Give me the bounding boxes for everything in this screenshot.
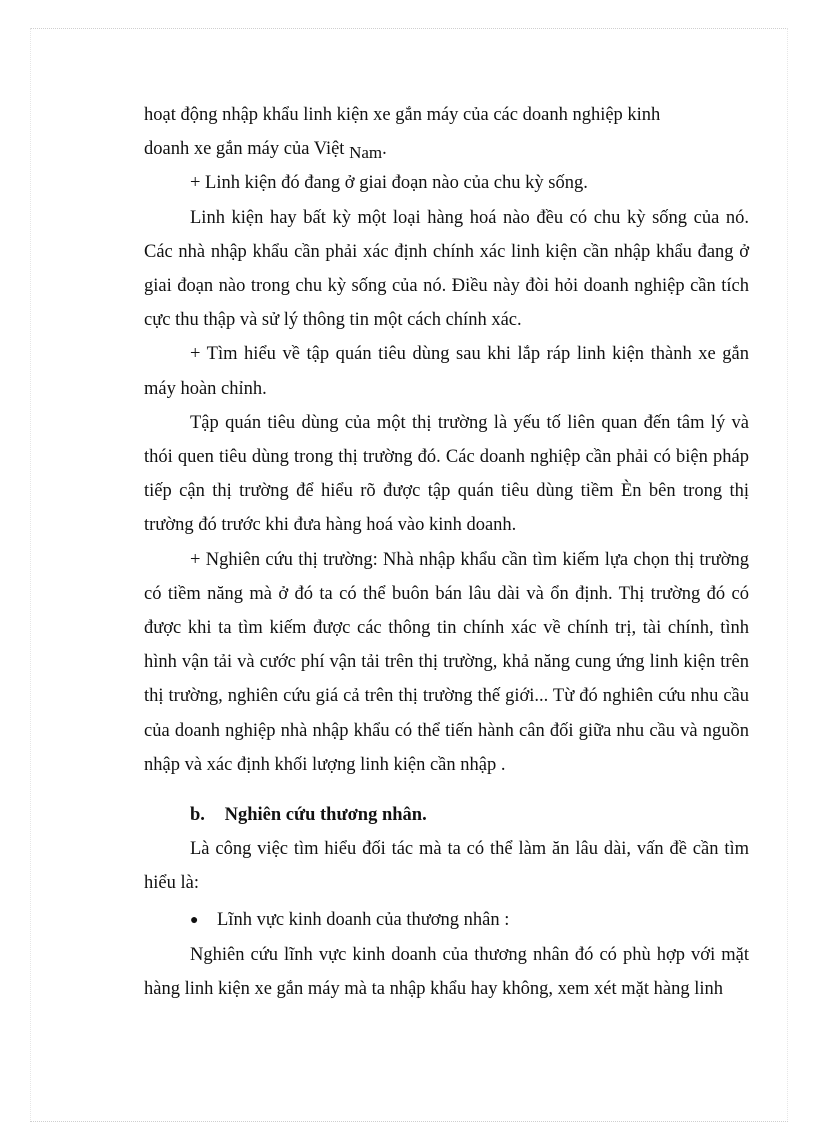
paragraph-consumption-point: + Tìm hiểu về tập quán tiêu dùng sau khi lắp ráp linh kiện thành xe gắn máy hoàn chỉnh.	[144, 344, 749, 399]
paragraph-business-field: Nghiên cứu lĩnh vực kinh doanh của thương nhân đó có phù hợp với mặt hàng linh kiện xe gắn máy mà ta nhập khẩu hay không, xem xét mặt hàng linh	[144, 944, 749, 1000]
bullet-icon: ●	[190, 912, 199, 928]
section-heading-text: Nghiên cứu thương nhân.	[224, 805, 427, 826]
section-heading-label: b.	[190, 805, 205, 826]
bullet-item-text: Lĩnh vực kinh doanh của thương nhân :	[217, 909, 510, 930]
section-heading	[144, 798, 749, 832]
paragraph-market-research: + Nghiên cứu thị trường: Nhà nhập khẩu cần tìm kiếm lựa chọn thị trường có tiềm năng mà ở đó ta có thể buôn bán lâu dài và ổn định. Thị trường đó có được khi ta tìm kiếm được các thông tin chính xác về chính trị, tài chính, tình hình vận tải và cước phí vận tải trên thị trường, khả năng cung ứng linh kiện trên thị trường, nghiên cứu giá cả trên thị trường thế giới... Từ đó nghiên cứu nhu cầu của doanh nghiệp nhà nhập khẩu có thể tiến hành cân đối giữa nhu cầu và nguồn nhập và xác định khối lượng linh kiện cần nhập .	[144, 549, 749, 775]
paragraph-partner-intro: Là công việc tìm hiểu đối tác mà ta có thể làm ăn lâu dài, vấn đề cần tìm hiểu là:	[144, 839, 749, 894]
document-body	[144, 98, 749, 1006]
paragraph-continuation	[144, 98, 749, 166]
country-word: Nam	[349, 143, 383, 163]
continuation-line-1: hoạt động nhập khẩu linh kiện xe gắn máy của các doanh nghiệp kinh	[144, 105, 661, 125]
bullet-item	[144, 903, 749, 938]
paragraph-lifecycle-detail: Linh kiện hay bất kỳ một loại hàng hoá nào đều có chu kỳ sống của nó. Các nhà nhập khẩu cần phải xác định chính xác linh kiện cần nhập khẩu đang ở giai đoạn nào trong chu kỳ sống của nó. Điều này đòi hỏi doanh nghiệp cần tích cực thu thập và sử lý thông tin một cách chính xác.	[144, 207, 749, 331]
paragraph-lifecycle-point: + Linh kiện đó đang ở giai đoạn nào của chu kỳ sống.	[190, 173, 588, 194]
period: .	[382, 139, 387, 160]
continuation-line-2: doanh xe gắn máy của Việt	[144, 139, 350, 160]
paragraph-consumption-detail: Tập quán tiêu dùng của một thị trường là yếu tố liên quan đến tâm lý và thói quen tiêu dùng trong thị trường đó. Các doanh nghiệp cần phải có biện pháp tiếp cận thị trường để hiểu rõ được tập quán tiêu dùng tiềm Èn bên trong thị trường đó trước khi đưa hàng hoá vào kinh doanh.	[144, 412, 749, 536]
page-bottom-divider	[30, 1121, 788, 1122]
